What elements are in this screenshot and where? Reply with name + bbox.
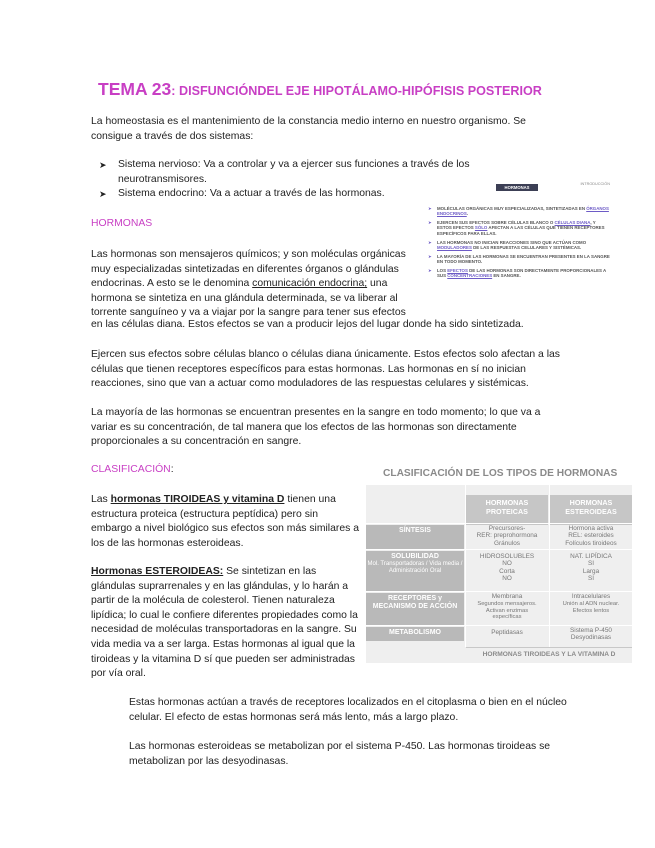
- slide-bullet-icon: ➤: [428, 253, 432, 259]
- table-row-label: RECEPTORES y MECANISMO DE ACCIÓN: [366, 593, 464, 625]
- slide-bullet-icon: ➤: [428, 268, 432, 274]
- table-divider: [549, 485, 550, 647]
- slide-bullet-icon: ➤: [428, 220, 432, 226]
- slide-bullet-icon: ➤: [428, 239, 432, 245]
- section-heading-hormonas: HORMONAS: [91, 218, 153, 229]
- title-number: TEMA 23: [98, 79, 172, 99]
- table-cell: NAT. LIPÍDICA SI Larga SI: [570, 553, 612, 583]
- slide-header: HORMONAS: [496, 184, 538, 191]
- title-colon: :: [171, 84, 179, 98]
- arrow-bullet-icon: ➤: [99, 160, 107, 170]
- table-header-proteicas: HORMONAS PROTEICAS: [466, 495, 548, 525]
- table-cell: Hormona activa REL: esteroides Folículos tiroideos: [565, 525, 617, 547]
- table-footer: HORMONAS TIROIDEAS Y LA VITAMINA D: [482, 651, 616, 658]
- arrow-bullet-icon: ➤: [99, 189, 107, 200]
- table-cell: Intracelulares Unión al ADN nuclear. Efectos lentos: [562, 593, 620, 614]
- hormonas-paragraph-2: Ejercen sus efectos sobre células blanco o células diana únicamente. Estos efectos solo afectan a las células que tienen receptores específicos para estas hormonas. Las hormonas en sí no inician reacciones, sino que van a actuar como moduladores de las respuestas celulares y sistémicas.: [91, 349, 561, 390]
- table-row-label: SOLUBILIDAD Mol. Transportadoras / Vida media / Administración Oral: [366, 551, 464, 591]
- slide-item: ➤ LOS EFECTOS DE LAS HORMONAS SON DIRECTAMENTE PROPORCIONALES A SUS CONCENTRACIONES EN SANGRE.: [428, 268, 607, 279]
- table-footer-divider: [466, 647, 632, 648]
- table-row-label: METABOLISMO: [366, 627, 464, 641]
- hormonas-slide-figure: [424, 176, 614, 294]
- section-heading-clasificacion: CLASIFICACIÓN:: [91, 464, 174, 475]
- comunicacion-endocrina-term: comunicación endocrina;: [252, 278, 368, 290]
- table-divider: [366, 591, 632, 592]
- table-cell: Precursores- RER: preprohormona Gránulos: [476, 525, 538, 547]
- slide-item-list: [428, 206, 610, 282]
- table-divider: [366, 523, 632, 524]
- slide-bullet-icon: ➤: [428, 206, 432, 211]
- table-header-esteroideas: HORMONAS ESTEROIDEAS: [550, 495, 632, 525]
- hormonas-paragraph-3: La mayoría de las hormonas se encuentran presentes en la sangre en todo momento; lo que va a variar es su concentración, de tal manera que los efectos de las hormonas son directamente proporcionales a su concentración en sangre.: [91, 407, 541, 448]
- hormonas-paragraph-1: Las hormonas son mensajeros químicos; y son moléculas orgánicas muy especializadas sintetizadas en diferentes órganos o glándulas endocrinas. A esto se le denomina comunicación endocrina; una hormona se sintetiza en una glándula determinada, se va liberar al torrente sanguíneo y va a viajar por la sangre para tener sus efectos: [91, 249, 406, 319]
- title-text: DISFUNCIÓNDEL EJE HIPOTÁLAMO-HIPÓFISIS POSTERIOR: [178, 84, 542, 98]
- bullet-item: ➤ Sistema nervioso: Va a controlar y va a ejercer sus funciones a través de los neurotransmisores.: [99, 159, 470, 185]
- table-cell: Membrana Segundos mensajeros. Activan enzimas específicas: [477, 593, 537, 621]
- table-divider: [366, 625, 632, 626]
- table-cell: Peptidasas: [491, 629, 523, 636]
- hormonas-paragraph-1-end: en las células diana. Estos efectos se van a producir lejos del lugar donde ha sido sintetizada.: [91, 319, 524, 330]
- table-divider: [366, 549, 632, 550]
- esteroideas-term: Hormonas ESTEROIDEAS:: [91, 566, 224, 577]
- bullet-item: ➤ Sistema endocrino: Va a actuar a través de las hormonas.: [91, 187, 511, 202]
- slide-tag: INTRODUCCIÓN: [580, 182, 610, 186]
- intro-paragraph: La homeostasia es el mantenimiento de la constancia medio interno en nuestro organismo. Se consigue a través de dos sistemas:: [91, 116, 526, 142]
- classification-table-title: CLASIFICACIÓN DE LOS TIPOS DE HORMONAS: [383, 468, 618, 479]
- slide-item: ➤ LA MAYORÍA DE LAS HORMONAS SE ENCUENTRAN PRESENTES EN LA SANGRE EN TODO MOMENTO.: [428, 253, 610, 265]
- slide-item: ➤ LAS HORMONAS NO INICIAN REACCIONES SINO QUE ACTÚAN COMO MODULADORES DE LAS RESPUESTAS CELULARES Y SISTÉMICAS.: [428, 239, 587, 250]
- slide-item: ➤ MOLÉCULAS ORGÁNICAS MUY ESPECIALIZADAS, SINTETIZADAS EN ÓRGANOS ENDOCRINOS.: [428, 206, 609, 217]
- classification-table: [366, 485, 632, 663]
- clasificacion-paragraph-4: Las hormonas esteroideas se metabolizan por el sistema P-450. Las hormonas tiroideas se metabolizan por las desyodinasas.: [129, 741, 551, 767]
- table-cell: Sistema P-450 Desyodinasas: [570, 627, 612, 642]
- slide-item: ➤ EJERCEN SUS EFECTOS SOBRE CÉLULAS BLANCO O CÉLULAS DIANA, Y ESTOS EFECTOS SÓLO AFECTAN A LAS CÉLULAS QUE TIENEN RECEPTORES ESPECÍFICOS PARA ELLAS.: [428, 220, 605, 236]
- clasificacion-paragraph-1: Las hormonas TIROIDEAS y vitamina D tienen una estructura proteica (estructura peptídica) pero sin embargo a nivel biológico sus efectos son más similares a los de las hormonas esteroideas.: [91, 494, 359, 549]
- table-divider: [465, 485, 466, 647]
- clasificacion-paragraph-2: Hormonas ESTEROIDEAS: Se sintetizan en las glándulas suprarrenales y en las glándulas, y lo harán a partir de la molécula de colesterol. Tienen naturaleza lipídica; lo cual le confiere diferentes propiedades como la necesidad de moléculas transportadoras en la sangre. Su vida media va a ser larga. Estas hormonas al igual que la tiroideas y la vitamina D sí que pueden ser administradas por vía oral.: [91, 566, 358, 680]
- page-title: [98, 79, 542, 100]
- clasificacion-paragraph-3: Estas hormonas actúan a través de receptores localizados en el citoplasma o bien en el núcleo celular. El efecto de estas hormonas será más lento, más a largo plazo.: [129, 697, 567, 723]
- tiroideas-term: hormonas TIROIDEAS y vitamina D: [110, 494, 285, 505]
- table-row-label: SÍNTESIS: [366, 525, 464, 549]
- table-cell: HIDROSOLUBLES NO Corta NO: [479, 553, 535, 583]
